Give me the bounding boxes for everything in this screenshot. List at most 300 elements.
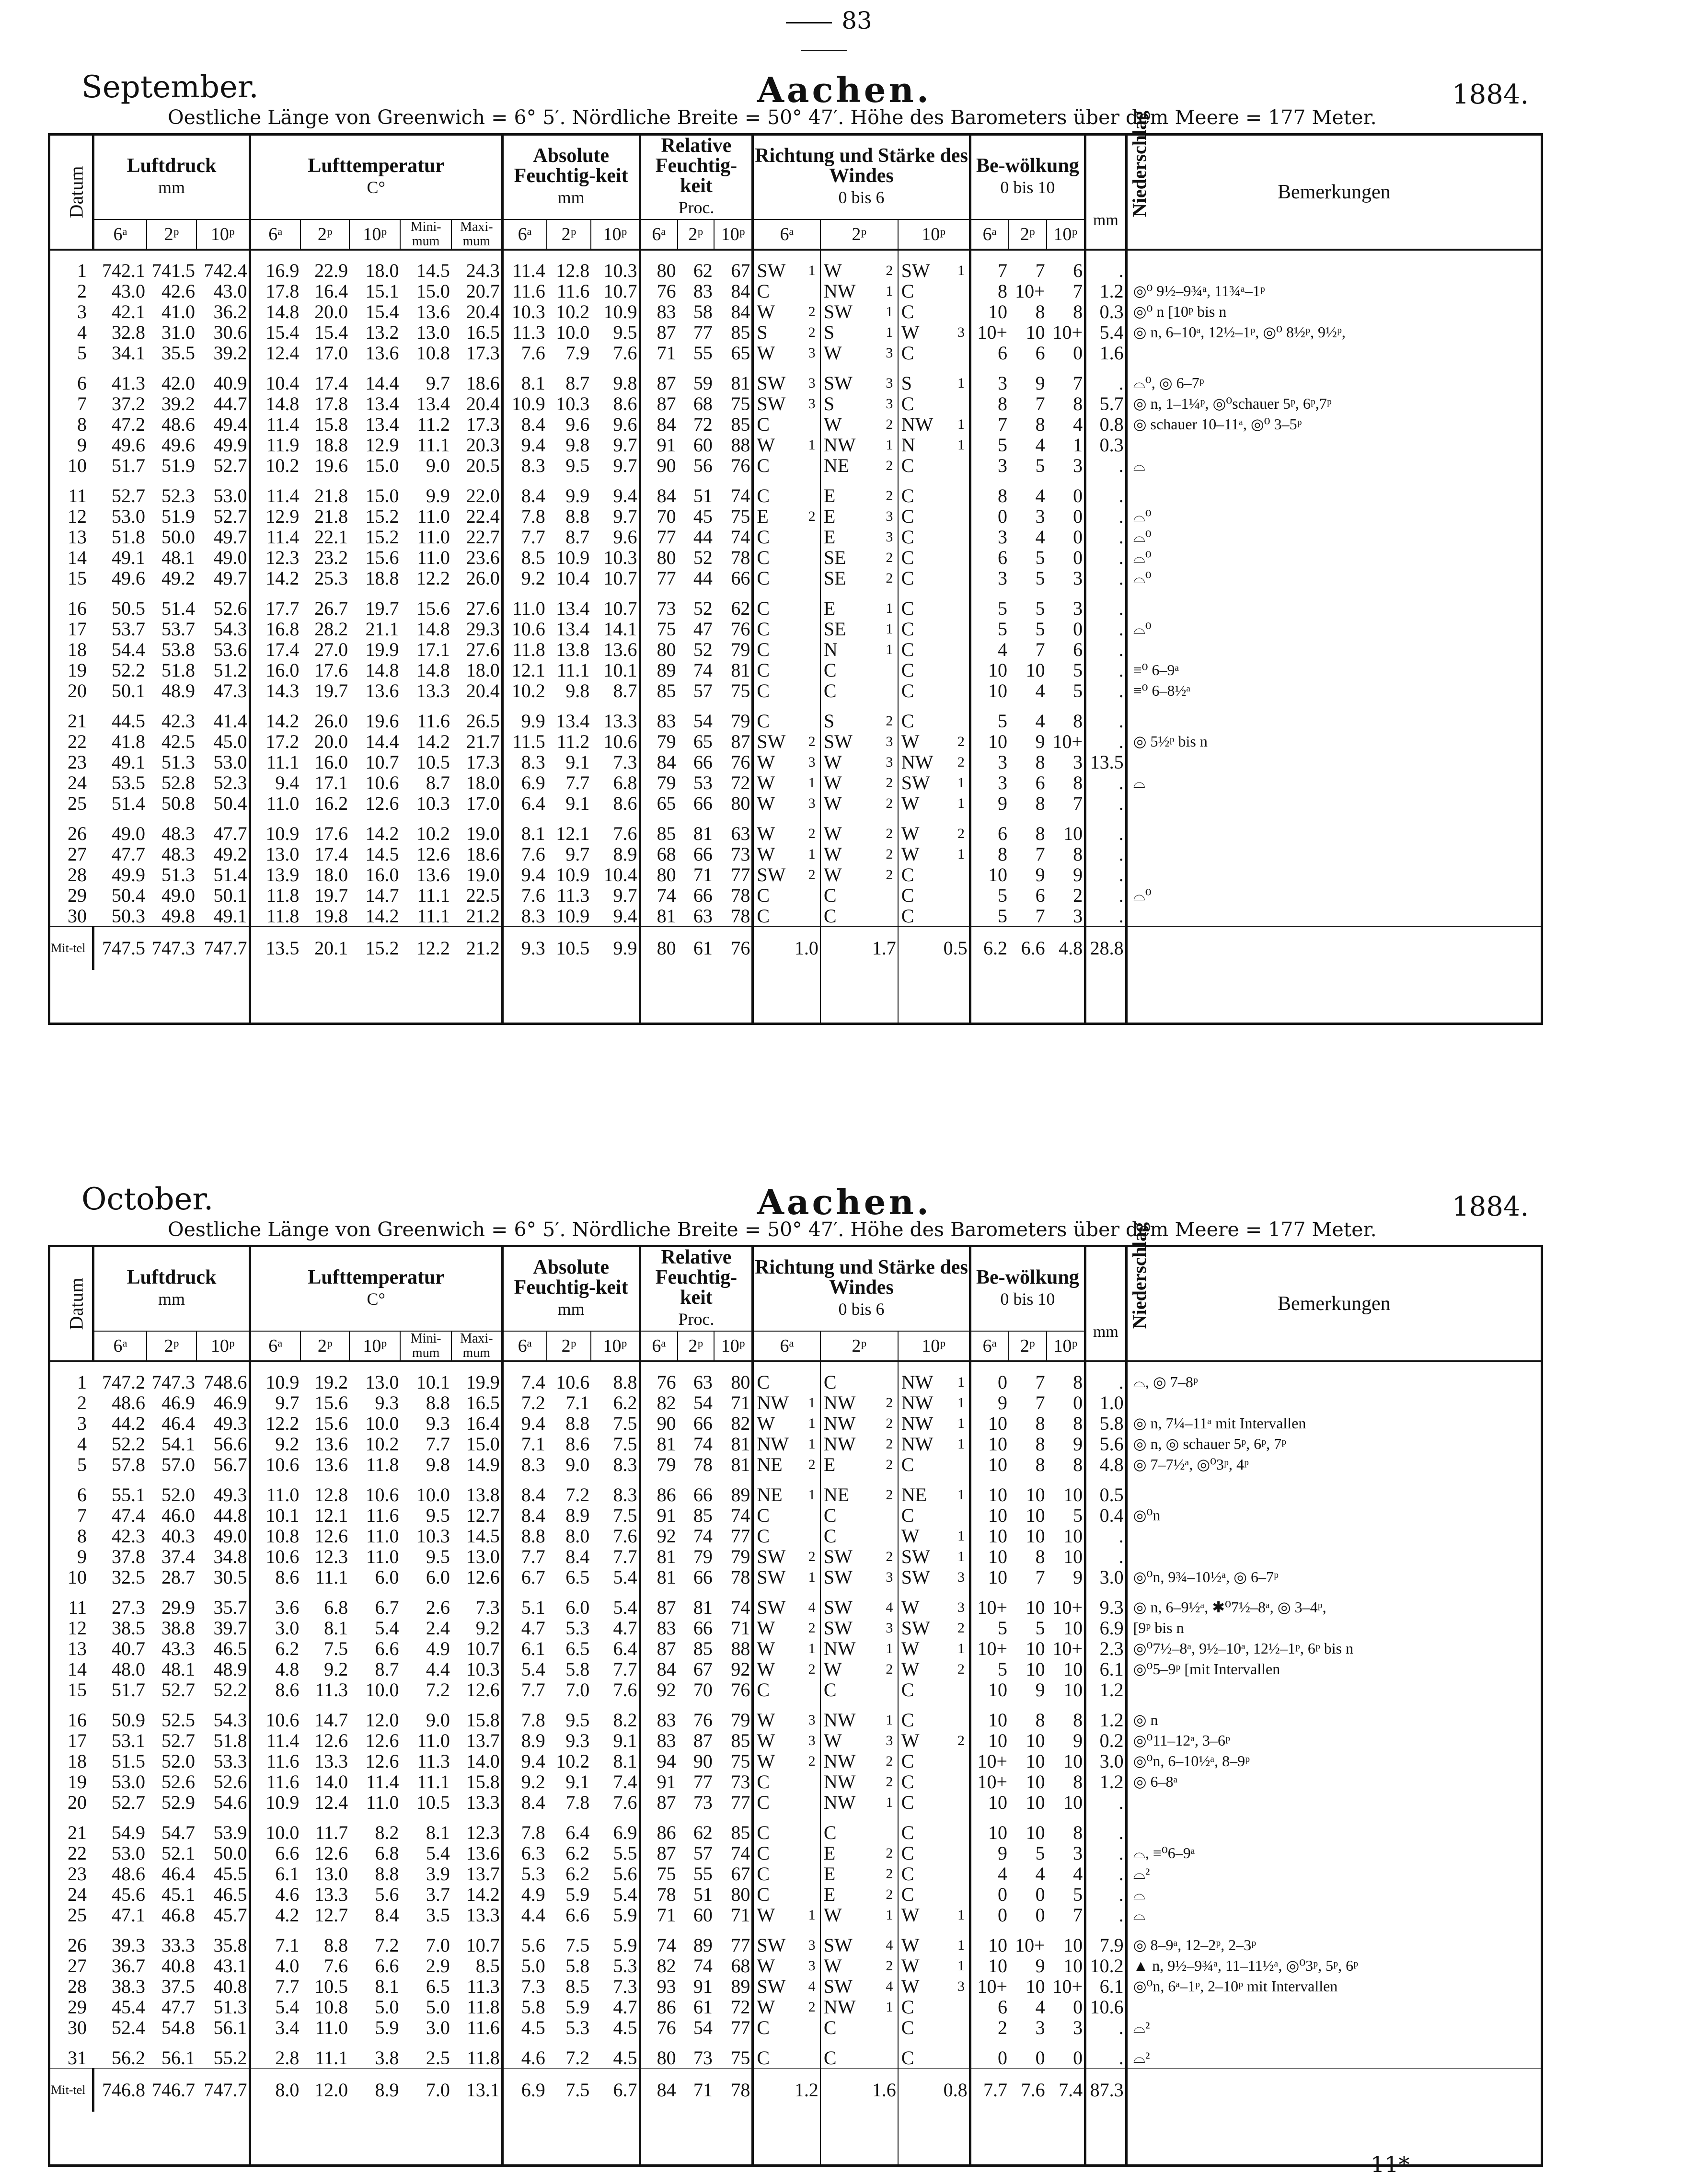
mittel-value: 747.3 xyxy=(147,927,196,970)
october-cell: 10 xyxy=(1026,1750,1045,1772)
october-cell: 10 xyxy=(1026,1658,1045,1680)
table-row xyxy=(49,1454,1542,1475)
october-cell: 18 xyxy=(67,1750,87,1772)
october-cell: 2 xyxy=(957,1620,965,1636)
september-cell: 19.7 xyxy=(314,680,348,701)
september-cell: 9 xyxy=(1035,372,1045,394)
september-cell: 13.0 xyxy=(250,844,300,864)
october-cell: 51 xyxy=(693,1884,713,1905)
mittel-value: 6.7 xyxy=(591,2069,640,2112)
october-cell: C xyxy=(820,1372,881,1392)
october-cell: 54.8 xyxy=(161,2017,196,2038)
september-cell: 1 xyxy=(886,437,893,453)
september-cell xyxy=(953,598,970,619)
september-cell: 40.9 xyxy=(213,372,247,394)
september-cell: 8 xyxy=(1073,393,1083,414)
september-cell: 8.8 xyxy=(565,506,590,527)
september-cell: 8 xyxy=(1073,772,1083,793)
october-cell: . xyxy=(1085,1884,1127,1905)
september-cell: 3 xyxy=(1073,567,1083,589)
september-cell: 5 xyxy=(970,906,1009,927)
october-cell: 54.9 xyxy=(111,1822,145,1843)
september-cell: C xyxy=(753,619,804,639)
september-cell: 73 xyxy=(640,598,678,619)
october-cell: 7.6 xyxy=(613,1525,637,1547)
october-cell: 11.0 xyxy=(366,1525,399,1547)
september-cell: 12.6 xyxy=(416,843,450,865)
october-cell: . xyxy=(1085,1905,1127,1925)
october-cell: 7.8 xyxy=(502,1710,546,1730)
niederschlag-unit: mm xyxy=(1093,1323,1118,1341)
october-cell: 71 xyxy=(731,1392,750,1414)
september-cell: 5 xyxy=(970,619,1009,639)
october-cell: 63 xyxy=(693,1371,713,1393)
september-cell xyxy=(953,568,970,588)
october-cell: 7.1 xyxy=(250,1935,300,1955)
october-cell: 10+ xyxy=(1015,1934,1045,1956)
october-cell: 1 xyxy=(886,1712,893,1728)
october-cell: 7 xyxy=(1035,1371,1045,1393)
september-cell: 60 xyxy=(693,434,713,456)
september-cell: 81 xyxy=(731,659,750,681)
october-cell: 9 xyxy=(970,1392,1009,1413)
september-cell: 52.7 xyxy=(213,455,247,476)
september-cell: 3 xyxy=(1035,506,1045,527)
september-cell: 17.1 xyxy=(416,639,450,660)
september-cell: 11.3 xyxy=(502,322,546,343)
september-cell: 1.6 xyxy=(1085,343,1127,363)
table-row xyxy=(49,1526,1542,1546)
october-cell: 9.7 xyxy=(250,1392,300,1413)
luftdruck-unit: mm xyxy=(158,1289,185,1309)
table-row xyxy=(49,1434,1542,1454)
bemerkungen-header: Bemerkungen xyxy=(1126,135,1542,250)
september-cell: 11.0 xyxy=(417,506,450,527)
october-cell: 7.2 xyxy=(426,1679,450,1701)
october-cell: 0 xyxy=(970,1884,1009,1905)
october-cell: 0 xyxy=(970,1905,1009,1925)
september-cell xyxy=(1126,793,1542,814)
october-cell: 2 xyxy=(886,1886,893,1902)
october-cell: 61 xyxy=(693,1996,713,2018)
october-cell: 5.0 xyxy=(426,1996,450,2018)
october-cell: 79 xyxy=(640,1454,678,1475)
october-cell: 8.8 xyxy=(565,1413,590,1434)
september-cell: 16.2 xyxy=(314,793,348,814)
october-cell: 52.5 xyxy=(161,1709,196,1731)
september-cell: 10 xyxy=(1026,659,1045,681)
september-cell: 13.6 xyxy=(416,864,450,885)
september-cell: SW xyxy=(753,393,804,414)
september-cell: 2 xyxy=(886,416,893,432)
september-cell: 48.9 xyxy=(161,680,196,701)
september-cell: 14.8 xyxy=(365,659,399,681)
subheader-col-0: 6ᵃ xyxy=(93,219,147,250)
october-cell: 6.2 xyxy=(565,1842,590,1864)
october-cell: 9.4 xyxy=(502,1751,546,1771)
october-cell: 2 xyxy=(886,1958,893,1974)
september-heading xyxy=(48,69,1533,132)
september-cell: 2 xyxy=(886,846,893,862)
table-row xyxy=(49,1884,1542,1905)
september-cell xyxy=(1126,343,1542,363)
september-cell: 9 xyxy=(77,434,87,456)
september-cell: 9 xyxy=(1035,864,1045,885)
relative-feuchtigkeit-title: Relative Feuchtig-keit xyxy=(655,1246,738,1309)
october-cell: 7.6 xyxy=(324,1955,348,1977)
october-cell: 6.5 xyxy=(426,1976,450,1997)
october-cell: 0 xyxy=(970,2047,1009,2069)
september-cell: 41.0 xyxy=(161,301,196,322)
september-cell xyxy=(804,281,820,301)
september-cell: 18.6 xyxy=(466,372,500,394)
subheader-col-10: 10ᵖ xyxy=(591,219,640,250)
september-cell: 27 xyxy=(67,843,87,865)
october-cell: 10.1 xyxy=(416,1371,450,1393)
october-cell: 2.4 xyxy=(426,1617,450,1639)
october-cell: 76 xyxy=(731,1679,750,1701)
october-cell: 5.8 xyxy=(565,1955,590,1977)
station-title: Aachen. xyxy=(757,69,932,110)
october-cell: 43.3 xyxy=(161,1638,196,1659)
october-cell: 81 xyxy=(640,1567,678,1587)
september-cell: C xyxy=(898,301,954,322)
october-cell: W xyxy=(898,1935,954,1955)
october-cell: 90 xyxy=(693,1750,713,1772)
wind-subheader-1: 2ᵖ xyxy=(820,219,898,250)
footer-mark: 11* xyxy=(1371,2151,1410,2177)
october-cell: 1 xyxy=(886,1907,893,1923)
relative-feuchtigkeit-header xyxy=(640,135,753,220)
september-cell: 10.4 xyxy=(250,373,300,393)
september-cell: . xyxy=(1085,906,1127,927)
september-cell: W xyxy=(820,793,881,814)
october-cell: 92 xyxy=(731,1658,750,1680)
october-cell: 5.9 xyxy=(613,1934,637,1956)
september-cell: 51.9 xyxy=(161,506,196,527)
october-cell: C xyxy=(898,1454,954,1475)
october-cell: 8.6 xyxy=(565,1433,590,1455)
september-cell: 25 xyxy=(67,793,87,814)
september-cell: 11.4 xyxy=(250,485,300,506)
october-cell: ◎ 7–7½ᵃ, ◎⁰3ᵖ, 4ᵖ xyxy=(1126,1454,1542,1475)
october-cell: 13.8 xyxy=(466,1484,500,1506)
september-cell: 9 xyxy=(1073,864,1083,885)
september-cell: 41.8 xyxy=(111,731,145,752)
october-cell: 13.3 xyxy=(466,1904,500,1926)
september-cell: 5.4 xyxy=(1085,322,1127,343)
september-cell: 7 xyxy=(1035,905,1045,927)
october-cell: 14.0 xyxy=(314,1771,348,1793)
september-cell: C xyxy=(898,885,954,906)
october-cell: 4.9 xyxy=(502,1884,546,1905)
september-cell: . xyxy=(1085,772,1127,793)
september-cell: 9.4 xyxy=(502,435,546,455)
september-cell: 3 xyxy=(1073,455,1083,476)
september-cell: 49.4 xyxy=(213,414,247,435)
october-cell: 4.0 xyxy=(250,1955,300,1976)
september-cell: 5 xyxy=(970,885,1009,906)
october-cell: 11.3 xyxy=(467,1976,500,1997)
october-cell: 8.7 xyxy=(375,1658,399,1680)
october-cell: 8 xyxy=(1035,1433,1045,1455)
october-cell: 54 xyxy=(693,2017,713,2038)
october-cell: 11 xyxy=(68,1597,87,1618)
october-cell: 67 xyxy=(693,1658,713,1680)
mittel-value: 747.5 xyxy=(93,927,147,970)
october-cell: 747.2 xyxy=(102,1371,145,1393)
october-cell: 7.4 xyxy=(613,1771,637,1793)
september-cell: 39.2 xyxy=(161,393,196,414)
mittel-bew-10p: 7.4 xyxy=(1047,2069,1085,2112)
lufttemperatur-unit: C° xyxy=(367,178,385,197)
october-cell xyxy=(804,1505,820,1526)
september-cell: 16 xyxy=(67,598,87,619)
september-cell: 53.5 xyxy=(111,772,145,793)
september-cell xyxy=(953,455,970,476)
september-cell: 21.2 xyxy=(466,905,500,927)
september-cell xyxy=(953,906,970,927)
october-cell: 11.0 xyxy=(417,1730,450,1751)
september-cell: 85 xyxy=(731,414,750,435)
mittel-row xyxy=(49,2069,1542,2112)
october-cell: 10 xyxy=(1026,1822,1045,1843)
october-cell: 8 xyxy=(1035,1546,1045,1567)
october-cell: 5.6 xyxy=(502,1935,546,1955)
september-cell: 52 xyxy=(693,598,713,619)
october-cell: SW xyxy=(753,1597,804,1618)
october-cell: 40.8 xyxy=(161,1955,196,1977)
september-cell: 4 xyxy=(1035,526,1045,548)
september-cell: 2 xyxy=(957,754,965,770)
september-cell xyxy=(953,711,970,731)
october-cell: 74 xyxy=(693,1433,713,1455)
october-cell xyxy=(953,1884,970,1905)
september-cell: NW xyxy=(820,281,881,301)
october-cell: 6.8 xyxy=(375,1842,399,1864)
mittel-value: 12.2 xyxy=(400,927,451,970)
october-cell: W xyxy=(898,1597,954,1618)
september-cell xyxy=(1126,752,1542,772)
october-cell: 11.8 xyxy=(366,1454,399,1475)
october-cell: 1 xyxy=(957,1487,965,1503)
september-cell: 10.4 xyxy=(603,864,637,885)
september-cell: 7 xyxy=(1073,793,1083,814)
september-cell: 7.9 xyxy=(565,342,590,364)
october-cell: 14 xyxy=(67,1658,87,1680)
september-cell: 0 xyxy=(1073,526,1083,548)
september-cell: 8 xyxy=(970,844,1009,864)
october-cell: 55.2 xyxy=(213,2047,247,2069)
september-cell: 3 xyxy=(808,396,816,412)
september-cell xyxy=(1126,435,1542,455)
september-cell: W xyxy=(753,343,804,363)
october-cell: W xyxy=(753,1710,804,1730)
september-cell: 7 xyxy=(1035,393,1045,414)
september-cell xyxy=(1126,823,1542,844)
october-cell: 8.4 xyxy=(502,1792,546,1813)
september-cell: W xyxy=(898,793,954,814)
october-cell: 9 xyxy=(970,1843,1009,1863)
october-cell: 6 xyxy=(970,1997,1009,2017)
october-cell: 6.1 xyxy=(250,1863,300,1884)
september-cell: 3 xyxy=(808,754,816,770)
october-cell: 10+ xyxy=(1052,1976,1083,1997)
september-cell: 65 xyxy=(640,793,678,814)
september-cell xyxy=(881,906,898,927)
october-cell: 4 xyxy=(886,1937,893,1953)
october-cell: 2.6 xyxy=(426,1597,450,1618)
september-cell: 1 xyxy=(808,437,816,453)
october-cell: NW xyxy=(898,1392,954,1413)
october-cell: 11.6 xyxy=(250,1751,300,1771)
october-cell: 71 xyxy=(731,1904,750,1926)
september-cell: 22 xyxy=(67,731,87,752)
september-cell: 1 xyxy=(957,795,965,811)
absolute-feuchtigkeit-header xyxy=(502,1246,640,1332)
mittel-niederschlag: 28.8 xyxy=(1085,927,1127,970)
september-cell: 8 xyxy=(1035,823,1045,844)
september-cell: 12.2 xyxy=(416,567,450,589)
october-cell: 2 xyxy=(886,1845,893,1861)
mittel-value: 8.9 xyxy=(349,2069,400,2112)
october-cell: 13.3 xyxy=(314,1884,348,1905)
october-cell: 6.2 xyxy=(613,1392,637,1414)
october-cell: 51.8 xyxy=(213,1730,247,1751)
october-cell xyxy=(1126,1997,1542,2017)
table-row xyxy=(49,1955,1542,1976)
october-cell: 12.3 xyxy=(466,1822,500,1843)
october-cell: 78 xyxy=(731,1566,750,1588)
september-cell: 10+ xyxy=(1015,280,1045,302)
october-cell: 5 xyxy=(1073,1505,1083,1526)
september-cell: 49.7 xyxy=(213,526,247,548)
september-cell: E xyxy=(753,506,804,527)
table-row xyxy=(49,260,1542,281)
september-cell: E xyxy=(820,598,881,619)
september-cell: 9.9 xyxy=(426,485,450,506)
october-cell: 12.6 xyxy=(365,1750,399,1772)
september-cell: 741.5 xyxy=(152,260,196,281)
october-cell: 24 xyxy=(67,1884,87,1905)
september-cell: 21 xyxy=(67,710,87,732)
october-cell: 4 xyxy=(886,1599,893,1615)
september-cell: 3 xyxy=(970,527,1009,547)
september-cell: W xyxy=(753,793,804,814)
september-cell: 76 xyxy=(731,618,750,640)
september-cell: 6.9 xyxy=(502,772,546,793)
october-cell: C xyxy=(820,2047,881,2069)
september-cell: 49.7 xyxy=(213,567,247,589)
september-cell: 7 xyxy=(970,414,1009,435)
october-cell: 7.8 xyxy=(502,1822,546,1843)
september-cell: 62 xyxy=(693,260,713,281)
september-cell xyxy=(1126,598,1542,619)
october-cell: 11.3 xyxy=(417,1750,450,1772)
october-cell: 8.1 xyxy=(426,1822,450,1843)
september-cell: 51.8 xyxy=(111,526,145,548)
page-number: 83 xyxy=(748,7,901,62)
september-cell xyxy=(953,506,970,527)
october-cell: W xyxy=(820,1905,881,1925)
september-cell: ≡⁰ 6–9ᵃ xyxy=(1126,660,1542,680)
september-cell: 1 xyxy=(957,846,965,862)
september-cell: 14.8 xyxy=(250,393,300,414)
september-cell: 51.7 xyxy=(111,455,145,476)
september-cell: 7.7 xyxy=(565,772,590,793)
october-cell: 8.6 xyxy=(250,1679,300,1700)
october-cell: W xyxy=(898,1905,954,1925)
september-cell: C xyxy=(753,568,804,588)
september-cell: 68 xyxy=(640,844,678,864)
september-cell: 12.4 xyxy=(250,343,300,363)
september-cell: 10 xyxy=(970,301,1009,322)
october-cell: 54.6 xyxy=(213,1792,247,1813)
table-row xyxy=(49,1997,1542,2017)
september-cell: 8.4 xyxy=(502,485,546,506)
october-cell: 19.2 xyxy=(314,1371,348,1393)
october-cell: 66 xyxy=(693,1413,713,1434)
september-cell: 66 xyxy=(693,885,713,906)
september-cell: 26.5 xyxy=(466,710,500,732)
september-cell: 9 xyxy=(970,793,1009,814)
september-cell: 4 xyxy=(1035,710,1045,732)
september-cell: 49.8 xyxy=(161,905,196,927)
september-cell: 2 xyxy=(808,304,816,320)
september-cell: W xyxy=(898,731,954,752)
september-cell: 6 xyxy=(970,343,1009,363)
october-cell: 74 xyxy=(693,1525,713,1547)
september-cell: 10.7 xyxy=(603,598,637,619)
september-cell: C xyxy=(898,906,954,927)
september-cell: ◎ n, 1–1¼ᵖ, ◎⁰schauer 5ᵖ, 6ᵖ,7ᵖ xyxy=(1126,393,1542,414)
october-cell: SW xyxy=(820,1935,881,1955)
month-title: October. xyxy=(81,1182,214,1217)
september-cell: . xyxy=(1085,485,1127,506)
september-cell: 17.4 xyxy=(250,639,300,660)
october-cell: 40.8 xyxy=(213,1976,247,1997)
october-cell: 28 xyxy=(67,1976,87,1997)
september-cell: 14.2 xyxy=(250,711,300,731)
september-cell: 3 xyxy=(808,345,816,361)
october-cell: SW xyxy=(820,1597,881,1618)
september-cell: 8 xyxy=(970,485,1009,506)
september-cell: C xyxy=(753,660,804,680)
october-cell: 54.7 xyxy=(161,1822,196,1843)
september-cell: 49.2 xyxy=(161,567,196,589)
september-cell: 80 xyxy=(640,639,678,660)
october-cell: 52.7 xyxy=(161,1730,196,1751)
october-cell: 8 xyxy=(1073,1822,1083,1843)
september-cell xyxy=(881,680,898,701)
october-cell: NW xyxy=(898,1413,954,1434)
september-cell: . xyxy=(1085,660,1127,680)
october-cell: C xyxy=(820,1679,881,1700)
october-cell: 40.7 xyxy=(111,1638,145,1659)
october-cell: 11.6 xyxy=(366,1505,399,1526)
relative-feuchtigkeit-header xyxy=(640,1246,753,1332)
september-cell: 7 xyxy=(1073,372,1083,394)
october-cell: 10 xyxy=(970,1526,1009,1546)
september-cell: 3 xyxy=(77,301,87,322)
september-cell: 54.3 xyxy=(213,618,247,640)
mittel-value: 20.1 xyxy=(300,927,349,970)
september-cell: 15.4 xyxy=(250,322,300,343)
october-cell: SW xyxy=(898,1546,954,1567)
september-cell: 16.4 xyxy=(314,280,348,302)
september-cell: 10.9 xyxy=(556,864,590,885)
october-cell: 48.6 xyxy=(111,1863,145,1885)
